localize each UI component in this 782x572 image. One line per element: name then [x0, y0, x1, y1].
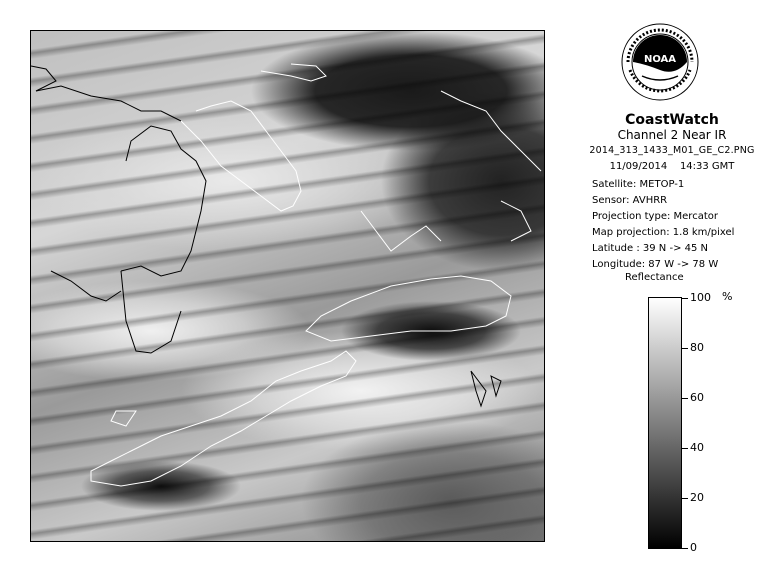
colorbar-title: Reflectance: [625, 272, 684, 283]
date-time: [572, 161, 772, 172]
noaa-logo: [620, 18, 700, 106]
meta-sensor: [592, 195, 667, 206]
time-text: 14:33 GMT: [679, 161, 735, 172]
meta-label: Projection type:: [592, 211, 671, 222]
meta-value: 87 W -> 78 W: [648, 259, 719, 270]
file-name: 2014_313_1433_M01_GE_C2.PNG: [589, 145, 755, 156]
meta-latitude: [592, 243, 708, 254]
meta-label: Map projection:: [592, 227, 670, 238]
date-text: 11/09/2014: [609, 161, 668, 172]
colorbar-tick: [682, 448, 688, 449]
meta-value: METOP-1: [639, 179, 685, 190]
tick-label: 40: [690, 441, 704, 454]
meta-projection-type: [592, 211, 718, 222]
colorbar-unit: %: [722, 290, 733, 303]
meta-value: 1.8 km/pixel: [672, 227, 735, 238]
colorbar-tick: [682, 398, 688, 399]
colorbar-tick: [682, 348, 688, 349]
meta-longitude: [592, 259, 718, 270]
colorbar-tick: [682, 548, 688, 549]
agency-name: CoastWatch: [625, 112, 719, 128]
colorbar-tick: [682, 498, 688, 499]
tick-label: 60: [690, 391, 704, 404]
tick-label: 0: [690, 541, 697, 554]
meta-satellite: [592, 179, 684, 190]
coastline-overlay: [31, 31, 545, 542]
satellite-image: [30, 30, 545, 542]
logo-text: NOAA: [643, 54, 677, 65]
meta-value: Mercator: [673, 211, 718, 222]
meta-label: Latitude :: [592, 243, 640, 254]
colorbar-tick: [682, 298, 688, 299]
tick-label: 20: [690, 491, 704, 504]
tick-label: 80: [690, 341, 704, 354]
meta-map-projection: [592, 227, 734, 238]
meta-value: 39 N -> 45 N: [642, 243, 709, 254]
meta-label: Satellite:: [592, 179, 637, 190]
channel-label: Channel 2 Near IR: [617, 128, 727, 142]
meta-value: AVHRR: [632, 195, 668, 206]
tick-label: 100: [690, 291, 711, 304]
meta-label: Sensor:: [592, 195, 630, 206]
meta-label: Longitude:: [592, 259, 646, 270]
reflectance-colorbar: [648, 297, 682, 549]
